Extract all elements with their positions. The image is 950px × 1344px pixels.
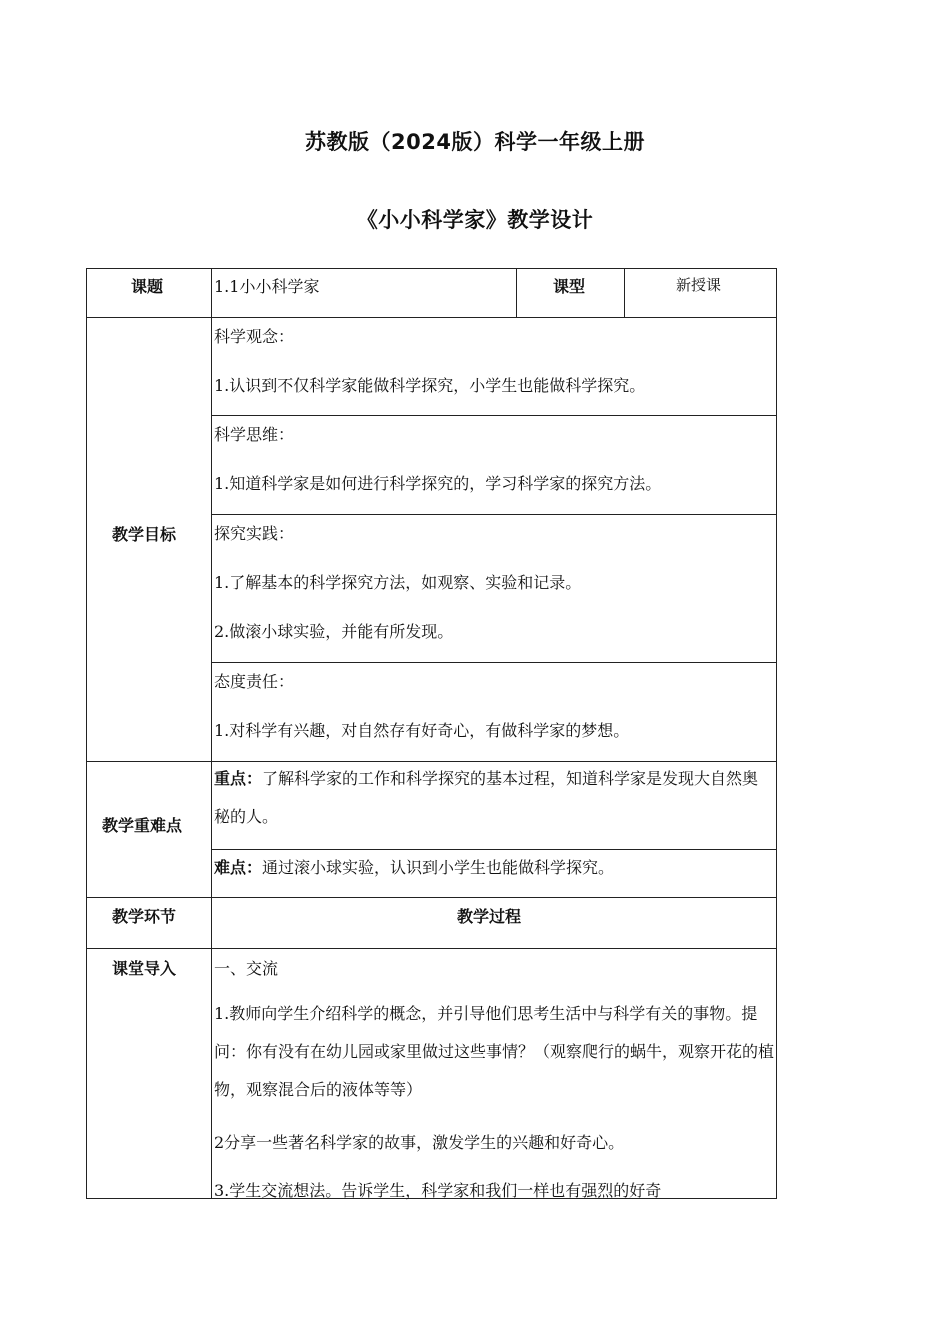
table-row-line (86, 268, 777, 269)
objective-item: 1.认识到不仅科学家能做科学探究，小学生也能做科学探究。 (214, 376, 646, 395)
table-row-line (211, 514, 777, 515)
table-col-divider-row1b (624, 268, 625, 318)
table-row-line (86, 897, 777, 898)
table-row-line (211, 415, 777, 416)
table-row-line (211, 662, 777, 663)
table-border-left (86, 268, 87, 1199)
key-point-text: 了解科学家的工作和科学探究的基本过程，知道科学家是发现大自然奥秘的人。 (214, 769, 759, 826)
table-border-right (776, 268, 777, 1199)
key-point (214, 760, 774, 836)
table-col-divider (211, 268, 212, 1199)
objective-heading: 科学观念： (214, 327, 295, 346)
label-key-points: 教学重难点 (102, 816, 183, 835)
topic-value: 1.1小小科学家 (214, 277, 320, 296)
label-lesson-type: 课型 (553, 277, 586, 296)
intro-paragraph: 3.学生交流想法。告诉学生，科学家和我们一样也有强烈的好奇 (214, 1181, 662, 1200)
document-subtitle: 《小小科学家》教学设计 (356, 208, 594, 232)
objective-heading: 探究实践： (214, 524, 295, 543)
intro-paragraph: 2分享一些著名科学家的故事，激发学生的兴趣和好奇心。 (214, 1133, 625, 1152)
objective-heading: 科学思维： (214, 425, 295, 444)
difficult-point-label: 难点： (214, 858, 263, 877)
table-row-line (211, 849, 777, 850)
label-objectives: 教学目标 (112, 525, 177, 544)
objective-item: 1.对科学有兴趣，对自然存有好奇心，有做科学家的梦想。 (214, 721, 630, 740)
objective-heading: 态度责任： (214, 672, 295, 691)
difficult-point-text: 通过滚小球实验，认识到小学生也能做科学探究。 (262, 858, 615, 877)
objective-item: 1.知道科学家是如何进行科学探究的，学习科学家的探究方法。 (214, 474, 662, 493)
difficult-point (214, 855, 614, 878)
table-col-divider-row1a (516, 268, 517, 318)
intro-paragraph: 1.教师向学生介绍科学的概念，并引导他们思考生活中与科学有关的事物。提问：你有没有在幼儿园或家里做过这些事情？（观察爬行的蜗牛，观察开花的植物，观察混合后的液体等等） (214, 1004, 775, 1099)
table-row-line (86, 948, 777, 949)
document-title: 苏教版（2024版）科学一年级上册 (305, 130, 645, 154)
label-topic: 课题 (131, 277, 164, 296)
intro-section: 一、交流 (214, 959, 279, 978)
table-row-line (86, 317, 777, 318)
lesson-type-value: 新授课 (676, 276, 722, 294)
objective-item: 1.了解基本的科学探究方法，如观察、实验和记录。 (214, 573, 582, 592)
label-teaching-stage: 教学环节 (112, 907, 177, 926)
label-teaching-process: 教学过程 (457, 907, 522, 926)
label-intro: 课堂导入 (112, 959, 177, 978)
objective-item: 2.做滚小球实验，并能有所发现。 (214, 622, 454, 641)
key-point-label: 重点： (214, 769, 263, 788)
